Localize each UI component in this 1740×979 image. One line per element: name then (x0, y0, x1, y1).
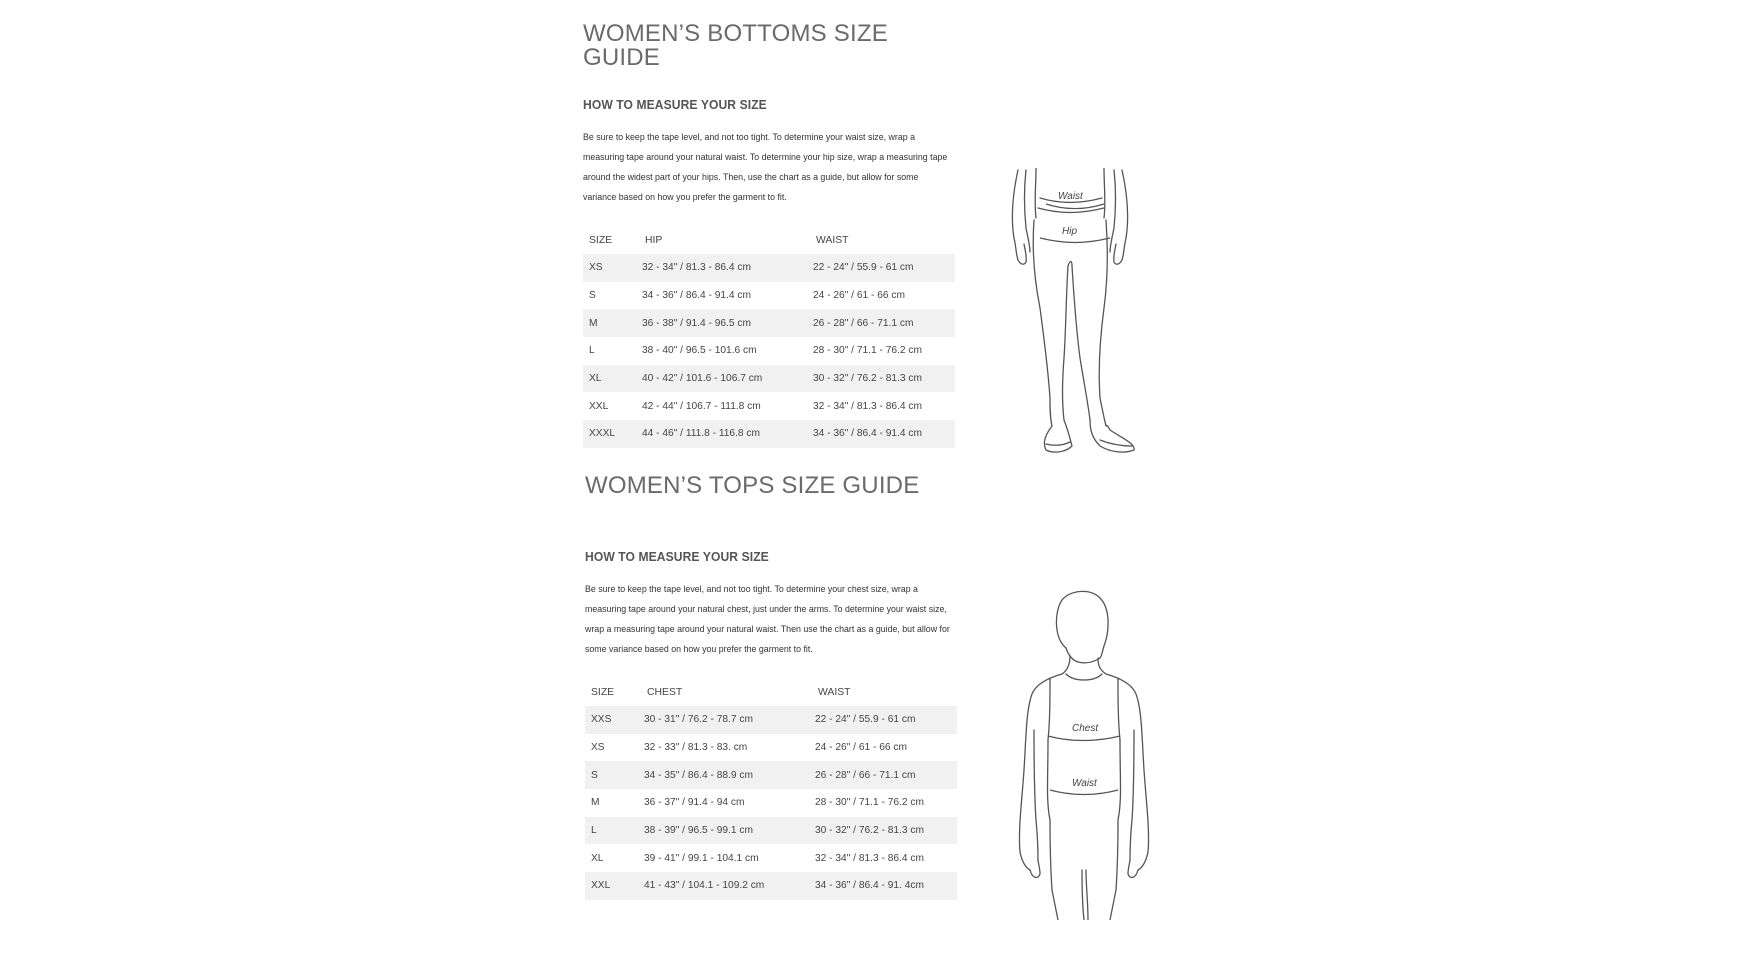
waist-cell: 24 - 26" / 61 - 66 cm (815, 742, 907, 754)
bottoms-subheading: HOW TO MEASURE YOUR SIZE (583, 97, 767, 112)
bottoms-description-line: variance based on how you prefer the garment to fit. (583, 191, 787, 202)
column-header-chest: CHEST (647, 686, 683, 698)
table-row (583, 337, 955, 365)
waist-label: Waist (1058, 191, 1083, 202)
hip-cell: 36 - 38" / 91.4 - 96.5 cm (642, 309, 813, 337)
tops-description-line: measuring tape around your natural chest, just under the arms. To determine your waist size, (585, 603, 947, 614)
column-header-waist: WAIST (816, 234, 849, 246)
bottoms-title (583, 22, 903, 70)
waist-cell: 34 - 36" / 86.4 - 91.4 cm (813, 420, 955, 448)
size-cell: XL (591, 852, 604, 864)
hip-cell: 40 - 42" / 101.6 - 106.7 cm (642, 365, 813, 393)
waist-cell: 26 - 28" / 66 - 71.1 cm (815, 761, 957, 789)
column-header-size: SIZE (589, 234, 613, 246)
tops-size-table (585, 678, 957, 900)
column-header-hip: HIP (645, 234, 663, 246)
waist-cell: 32 - 34" / 81.3 - 86.4 cm (815, 852, 924, 864)
table-row (583, 420, 955, 448)
table-header-row (583, 226, 955, 254)
waist-cell: 22 - 24" / 55.9 - 61 cm (813, 254, 955, 282)
size-cell: XL (583, 365, 642, 393)
size-cell: S (589, 290, 596, 302)
size-cell: XS (591, 742, 605, 754)
size-cell: M (583, 309, 642, 337)
size-cell: XXL (585, 872, 644, 900)
size-cell: L (589, 345, 595, 357)
chest-label: Chest (1072, 723, 1099, 734)
table-row (585, 844, 957, 872)
bottoms-title-line1: WOMEN’S BOTTOMS SIZE (583, 20, 888, 47)
chest-cell: 30 - 31" / 76.2 - 78.7 cm (644, 706, 815, 734)
size-cell: M (591, 797, 600, 809)
tops-size-guide (585, 472, 1185, 892)
hip-cell: 34 - 36" / 86.4 - 91.4 cm (642, 290, 751, 302)
tops-title: WOMEN’S TOPS SIZE GUIDE (585, 472, 920, 499)
tops-description-line: wrap a measuring tape around your natural waist. Then use the chart as a guide, but allow for (585, 623, 950, 634)
table-row (583, 309, 955, 337)
table-row (583, 254, 955, 282)
chest-cell: 39 - 41" / 99.1 - 104.1 cm (644, 852, 759, 864)
tops-figure-illustration (1010, 590, 1180, 920)
waist-cell: 32 - 34" / 81.3 - 86.4 cm (813, 400, 922, 412)
chest-cell: 34 - 35" / 86.4 - 88.9 cm (644, 761, 815, 789)
tops-description (585, 579, 950, 659)
bottoms-description-line: Be sure to keep the tape level, and not too tight. To determine your waist size, wrap a (583, 131, 915, 142)
table-row (585, 817, 957, 845)
size-cell: S (585, 761, 644, 789)
waist-cell: 34 - 36" / 86.4 - 91. 4cm (815, 872, 957, 900)
waist-cell: 26 - 28" / 66 - 71.1 cm (813, 309, 955, 337)
waist-cell: 28 - 30" / 71.1 - 76.2 cm (813, 345, 922, 357)
waist-cell: 30 - 32" / 76.2 - 81.3 cm (815, 817, 957, 845)
bottoms-description (583, 127, 948, 207)
hip-label: Hip (1062, 226, 1078, 237)
bottoms-description-line: around the widest part of your hips. Then, use the chart as a guide, but allow for some (583, 171, 919, 182)
table-row (585, 734, 957, 762)
tops-subheading: HOW TO MEASURE YOUR SIZE (585, 549, 769, 564)
size-cell: XS (583, 254, 642, 282)
table-row (583, 392, 955, 420)
chest-cell: 32 - 33" / 81.3 - 83. cm (644, 742, 748, 754)
bottoms-figure-illustration (1010, 168, 1180, 458)
size-cell: L (585, 817, 644, 845)
hip-cell: 42 - 44" / 106.7 - 111.8 cm (642, 400, 761, 412)
table-row (585, 872, 957, 900)
column-header-size: SIZE (591, 686, 615, 698)
chest-cell: 41 - 43" / 104.1 - 109.2 cm (644, 872, 815, 900)
waist-cell: 28 - 30" / 71.1 - 76.2 cm (815, 797, 924, 809)
hip-cell: 44 - 46" / 111.8 - 116.8 cm (642, 420, 813, 448)
table-row (583, 365, 955, 393)
waist-label: Waist (1072, 778, 1097, 789)
waist-cell: 22 - 24" / 55.9 - 61 cm (815, 706, 957, 734)
size-cell: XXS (585, 706, 644, 734)
table-row (585, 789, 957, 817)
hip-cell: 32 - 34" / 81.3 - 86.4 cm (642, 254, 813, 282)
table-row (585, 706, 957, 734)
size-cell: XXXL (583, 420, 642, 448)
bottoms-description-line: measuring tape around your natural waist. To determine your hip size, wrap a measuring tape (583, 151, 948, 162)
table-row (583, 282, 955, 310)
bottoms-size-guide (583, 20, 1183, 440)
chest-cell: 36 - 37" / 91.4 - 94 cm (644, 797, 745, 809)
hip-cell: 38 - 40" / 96.5 - 101.6 cm (642, 345, 757, 357)
bottoms-title-line2: GUIDE (583, 44, 661, 71)
waist-cell: 30 - 32" / 76.2 - 81.3 cm (813, 365, 955, 393)
column-header-waist: WAIST (818, 686, 851, 698)
table-row (585, 761, 957, 789)
chest-cell: 38 - 39" / 96.5 - 99.1 cm (644, 817, 815, 845)
bottoms-size-table (583, 226, 955, 448)
waist-cell: 24 - 26" / 61 - 66 cm (813, 290, 905, 302)
table-header-row (585, 678, 957, 706)
tops-description-line: some variance based on how you prefer the garment to fit. (585, 643, 813, 654)
size-cell: XXL (589, 400, 609, 412)
tops-description-line: Be sure to keep the tape level, and not too tight. To determine your chest size, wrap a (585, 583, 918, 594)
